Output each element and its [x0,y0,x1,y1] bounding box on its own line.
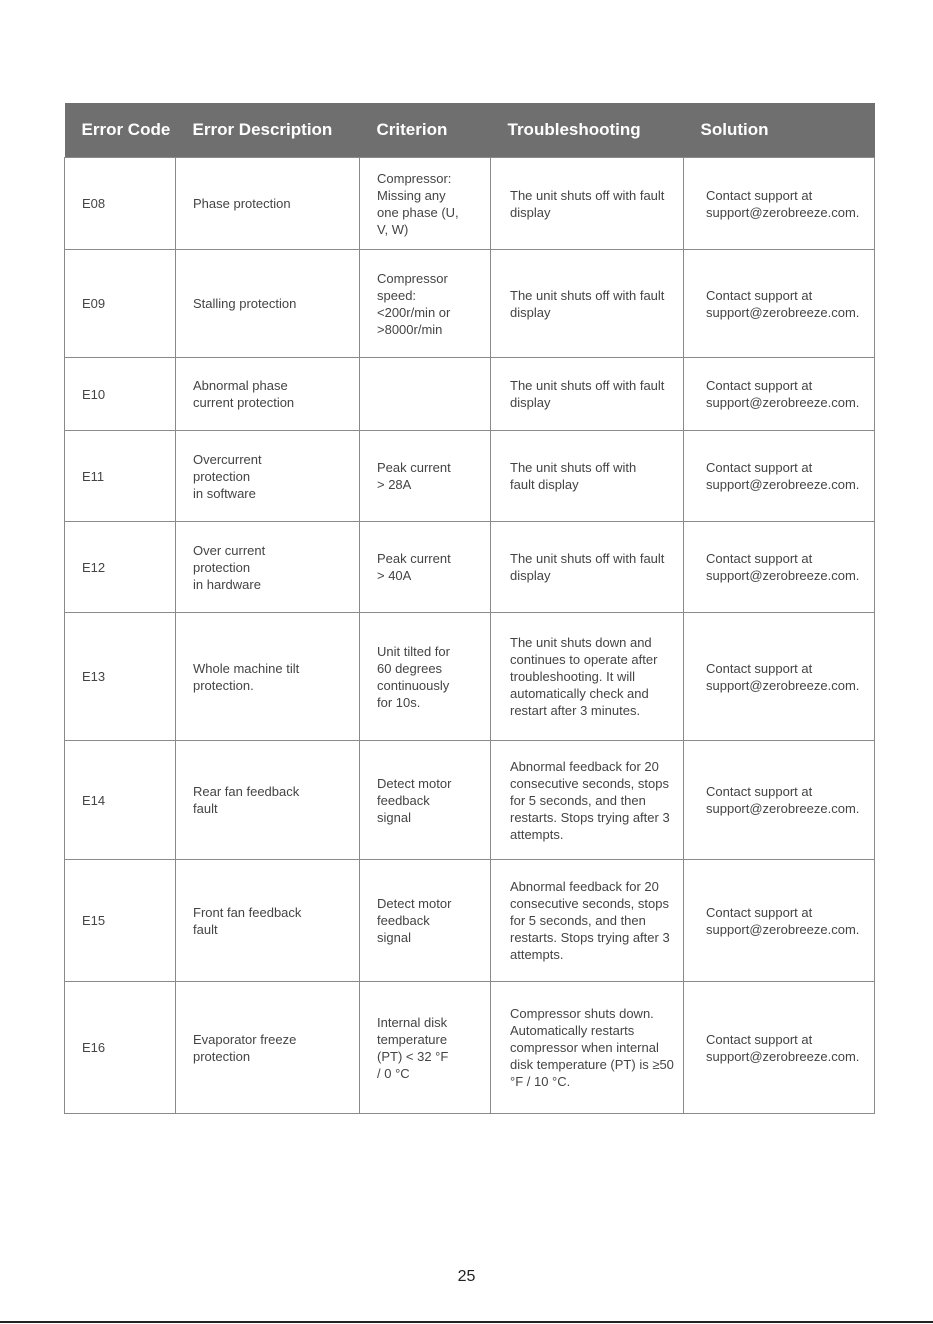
error-description-cell-line: protection [193,559,251,575]
solution-cell-line: Contact support at [706,460,813,475]
troubleshooting-cell-line: The unit shuts off with fault [510,378,665,393]
troubleshooting-cell-line: restarts. Stops trying after 3 [510,809,670,825]
criterion-cell-line: speed: [377,287,417,303]
solution-cell [684,741,875,860]
solution-cell-line: Contact support at [706,784,813,799]
criterion-cell-line: one phase (U, [377,204,459,220]
solution-cell-line: Contact support at [706,187,813,203]
error-code-cell: E16 [65,982,176,1114]
error-description-cell-line: Phase protection [193,196,291,211]
criterion-cell-line: feedback [377,792,430,808]
troubleshooting-cell-line: continues to operate after [510,652,658,667]
criterion-cell-line: Detect motor [377,896,452,911]
troubleshooting-cell-line: attempts. [510,826,564,842]
criterion-cell [360,358,491,431]
troubleshooting-cell [491,613,684,741]
troubleshooting-cell-line: troubleshooting. It will [510,669,636,684]
error-description-cell-line: fault [193,801,218,816]
troubleshooting-cell [491,522,684,613]
error-code-cell: E14 [65,741,176,860]
solution-cell-line: support@zerobreeze.com. [706,801,860,816]
table-row [65,613,875,741]
error-description-cell-line: current protection [193,395,295,410]
criterion-cell-line: signal [377,930,411,945]
error-code-cell: E08 [65,158,176,250]
solution-cell [684,358,875,431]
troubleshooting-cell-line: restart after 3 minutes. [510,703,641,718]
solution-cell-line: support@zerobreeze.com. [706,395,860,410]
criterion-cell [360,431,491,522]
error-description-cell-line: in software [193,485,256,501]
solution-cell-line: support@zerobreeze.com. [706,477,860,492]
error-code-table [64,103,875,1114]
error-description-cell [176,250,360,358]
error-description-cell [176,613,360,741]
troubleshooting-cell-line: display [510,304,551,320]
troubleshooting-cell [491,860,684,982]
solution-cell [684,158,875,250]
error-code-cell: E13 [65,613,176,741]
criterion-cell-line: <200r/min or [377,304,451,320]
criterion-cell-line: continuously [377,677,450,693]
criterion-cell-line: feedback [377,913,430,928]
criterion-cell [360,613,491,741]
criterion-cell-line: Peak current [377,460,451,475]
troubleshooting-cell-line: compressor when internal [510,1040,659,1055]
error-description-cell [176,860,360,982]
criterion-cell-line: (PT) < 32 °F [377,1048,449,1064]
error-description-cell [176,358,360,431]
header-error-code: Error Code [65,103,176,158]
solution-cell [684,522,875,613]
troubleshooting-cell-line: Abnormal feedback for 20 [510,879,659,894]
criterion-cell-line: Peak current [377,551,451,566]
troubleshooting-cell-line: Compressor shuts down. [510,1006,654,1021]
criterion-cell-line: V, W) [377,221,409,237]
solution-cell-line: Contact support at [706,660,813,676]
table-row [65,431,875,522]
solution-cell-line: support@zerobreeze.com. [706,204,860,220]
bottom-divider [0,1321,933,1323]
criterion-cell-line: Missing any [377,187,446,203]
criterion-cell-line: Compressor [377,270,448,286]
criterion-cell-line: for 10s. [377,694,421,710]
error-description-cell-line: protection [193,468,251,484]
troubleshooting-cell-line: The unit shuts down and [510,635,652,650]
criterion-cell-line: Internal disk [377,1014,448,1030]
criterion-cell-line: Compressor: [377,170,452,186]
troubleshooting-cell [491,431,684,522]
error-description-cell [176,431,360,522]
troubleshooting-cell-line: The unit shuts off with fault [510,287,665,303]
header-error-description: Error Description [176,103,360,158]
error-description-cell-line: Rear fan feedback [193,784,300,799]
table-row [65,358,875,431]
page-number: 25 [457,1268,476,1285]
error-description-cell-line: protection. [193,677,254,693]
table-row [65,741,875,860]
table-header-row [65,103,875,158]
troubleshooting-cell-line: fault display [510,477,579,492]
troubleshooting-cell-line: for 5 seconds, and then [510,792,646,808]
table-row [65,982,875,1114]
error-description-cell-line: in hardware [193,576,261,592]
criterion-cell-line: 60 degrees [377,660,443,676]
table-row [65,250,875,358]
troubleshooting-cell-line: display [510,395,551,410]
criterion-cell-line: > 40A [377,568,412,583]
solution-cell-line: Contact support at [706,551,813,566]
criterion-cell-line: > 28A [377,477,412,492]
troubleshooting-cell-line: for 5 seconds, and then [510,913,646,928]
error-description-cell [176,982,360,1114]
solution-cell-line: Contact support at [706,287,813,303]
error-code-cell: E10 [65,358,176,431]
solution-cell-line: support@zerobreeze.com. [706,568,860,583]
troubleshooting-cell [491,982,684,1114]
error-description-cell [176,158,360,250]
criterion-cell [360,860,491,982]
error-code-cell: E11 [65,431,176,522]
table-body [65,158,875,1114]
troubleshooting-cell-line: automatically check and [510,686,649,701]
solution-cell [684,982,875,1114]
error-code-cell: E15 [65,860,176,982]
criterion-cell-line: / 0 °C [377,1065,410,1081]
troubleshooting-cell-line: °F / 10 °C. [510,1074,571,1089]
troubleshooting-cell-line: Automatically restarts [510,1023,635,1038]
error-code-cell: E12 [65,522,176,613]
solution-cell-line: Contact support at [706,378,813,393]
criterion-cell-line: signal [377,809,411,825]
criterion-cell-line: >8000r/min [377,321,443,337]
troubleshooting-cell-line: disk temperature (PT) is ≥50 [510,1057,674,1072]
criterion-cell-line: Unit tilted for [377,643,450,659]
table-row [65,860,875,982]
troubleshooting-cell-line: attempts. [510,947,564,962]
solution-cell [684,250,875,358]
troubleshooting-cell-line: restarts. Stops trying after 3 [510,930,670,945]
troubleshooting-cell-line: The unit shuts off with [510,460,637,475]
error-code-cell: E09 [65,250,176,358]
troubleshooting-cell [491,158,684,250]
header-criterion: Criterion [360,103,491,158]
error-description-cell-line: Abnormal phase [193,378,288,393]
troubleshooting-cell-line: consecutive seconds, stops [510,775,669,791]
solution-cell-line: Contact support at [706,904,813,920]
header-troubleshooting: Troubleshooting [491,103,684,158]
error-description-cell-line: Overcurrent [193,451,262,467]
troubleshooting-cell [491,250,684,358]
error-description-cell-line: Evaporator freeze [193,1031,297,1047]
solution-cell-line: support@zerobreeze.com. [706,677,860,693]
error-description-cell-line: fault [193,921,218,937]
troubleshooting-cell-line: display [510,568,551,583]
table-row [65,522,875,613]
troubleshooting-cell-line: consecutive seconds, stops [510,896,669,911]
solution-cell-line: Contact support at [706,1031,813,1047]
criterion-cell-line: temperature [377,1031,448,1047]
solution-cell-line: support@zerobreeze.com. [706,1048,860,1064]
error-description-cell [176,522,360,613]
solution-cell-line: support@zerobreeze.com. [706,921,860,937]
error-description-cell-line: Front fan feedback [193,904,302,920]
troubleshooting-cell-line: Abnormal feedback for 20 [510,758,659,774]
criterion-cell [360,250,491,358]
error-description-cell [176,741,360,860]
solution-cell [684,860,875,982]
table-row [65,158,875,250]
solution-cell [684,613,875,741]
troubleshooting-cell-line: The unit shuts off with fault [510,187,665,203]
header-solution: Solution [684,103,875,158]
troubleshooting-cell-line: display [510,204,551,220]
solution-cell [684,431,875,522]
error-description-cell-line: Over current [193,542,266,558]
criterion-cell [360,158,491,250]
solution-cell-line: support@zerobreeze.com. [706,304,860,320]
criterion-cell [360,741,491,860]
criterion-cell [360,982,491,1114]
error-description-cell-line: protection [193,1048,251,1064]
troubleshooting-cell [491,741,684,860]
troubleshooting-cell [491,358,684,431]
troubleshooting-cell-line: The unit shuts off with fault [510,551,665,566]
error-description-cell-line: Whole machine tilt [193,660,300,676]
criterion-cell-line: Detect motor [377,775,452,791]
criterion-cell [360,522,491,613]
error-description-cell-line: Stalling protection [193,296,297,311]
